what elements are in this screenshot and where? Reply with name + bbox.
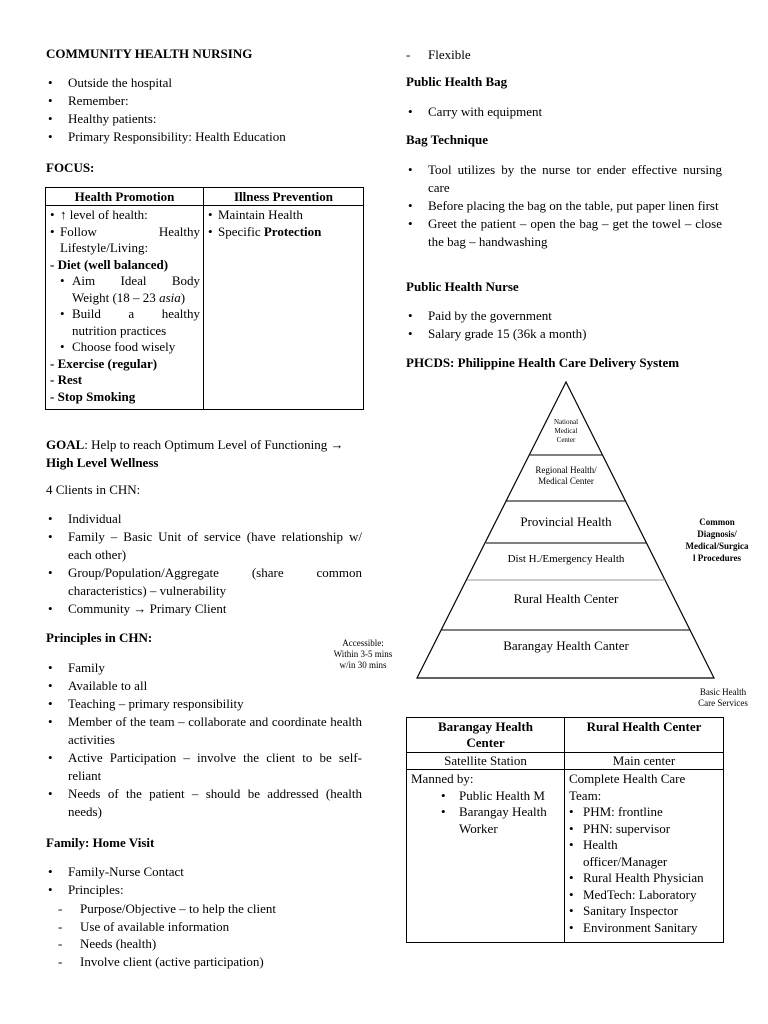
cell-text: Rest [57, 372, 83, 387]
list-item: • Outside the hospital [46, 74, 366, 92]
home-visit-heading: Family: Home Visit [46, 835, 155, 850]
pyramid-tier-district: Dist H./Emergency Health [507, 553, 625, 565]
nurse-heading: Public Health Nurse [406, 279, 519, 294]
cell-text: officer/Manager [583, 853, 668, 869]
cell-text: Lifestyle/Living: [60, 240, 149, 255]
phcds-heading: PHCDS: Philippine Health Care Delivery System [406, 355, 680, 370]
list-item: • Greet the patient – open the bag – get the towel – close the bag – handwashing [406, 215, 722, 251]
cell-text: asia [159, 289, 181, 305]
cell-text: PHN: supervisor [583, 820, 671, 836]
cell-text: Stop Smoking [57, 388, 136, 404]
cell-text: Team: [569, 787, 602, 803]
cell-text: Sanitary Inspector [583, 903, 678, 918]
goal-text: High Level Wellness [46, 455, 159, 470]
basic-services-note: Basic Health Care Services [698, 687, 748, 708]
cell-text: Public Health M [459, 787, 545, 803]
list-item: • Family [46, 659, 362, 677]
cell-text: Specific [218, 223, 264, 239]
cell-text: Manned by: [411, 771, 474, 786]
cell-text: Environment Sanitary [583, 919, 698, 935]
goal-text: : Help to reach Optimum Level of Functioning → [84, 437, 344, 452]
cell-text: Weight (18 – 23 [72, 289, 160, 305]
list-item: • Remember: [46, 92, 366, 110]
cell-text: nutrition practices [72, 322, 167, 338]
cell-text: Worker [459, 820, 498, 836]
cell-text: Choose food wisely [72, 339, 176, 354]
bag-heading: Public Health Bag [406, 74, 508, 89]
column-header: Illness Prevention [233, 189, 334, 204]
cell-text: Complete Health Care [569, 771, 686, 786]
list-item: • Available to all [46, 677, 362, 695]
cell-text: healthy [161, 306, 200, 321]
list-item: • Healthy patients: [46, 110, 366, 128]
barangay-staff-cell: Manned by: • Public Health M • Barangay Health Worker [411, 771, 561, 837]
technique-heading: Bag Technique [406, 132, 489, 147]
column-header: Barangay Health Center [438, 719, 533, 750]
cell-text: MedTech: Laboratory [583, 886, 697, 902]
list-item: • Needs of the patient – should be addressed (health needs) [46, 785, 362, 821]
pyramid-tier-regional: Regional Health/ Medical Center [535, 465, 597, 486]
cell-text: Satellite Station [444, 753, 527, 768]
cell-text: Rural Health Physician [583, 870, 704, 885]
list-item: • Individual [46, 510, 362, 528]
list-item: • Before placing the bag on the table, put paper linen first [406, 197, 722, 215]
cell-text: Main center [612, 753, 676, 768]
cell-text: Build [72, 306, 101, 321]
cell-text: Diet (well balanced) [57, 256, 169, 272]
goal-label: GOAL [46, 437, 85, 452]
list-item: • Carry with equipment [406, 103, 722, 121]
list-item: - Purpose/Objective – to help the client [46, 900, 366, 918]
list-item: - Use of available information [46, 918, 366, 936]
list-item: • Tool utilizes by the nurse tor ender effective nursing care [406, 161, 722, 197]
cell-text: PHM: frontline [583, 804, 663, 819]
bhc-rhc-table [406, 717, 724, 943]
list-item: - Needs (health) [46, 935, 366, 953]
list-item: - Involve client (active participation) [46, 953, 366, 971]
pyramid-tier-rural: Rural Health Center [513, 591, 619, 606]
list-item: • Teaching – primary responsibility [46, 695, 362, 713]
clients-heading: 4 Clients in CHN: [46, 482, 141, 497]
list-item: - Flexible [394, 46, 694, 64]
cell-text: Protection [263, 223, 322, 239]
list-item: • Group/Population/Aggregate (share common characteristics) – vulnerability [46, 564, 362, 600]
list-item: • Community → Primary Client [46, 600, 362, 618]
list-item: • Principles: [46, 881, 362, 899]
list-item: • Salary grade 15 (36k a month) [406, 325, 722, 343]
cell-text: Barangay Health [459, 804, 547, 819]
cell-text: Body [171, 273, 200, 288]
cell-text: Maintain Health [218, 207, 303, 222]
cell-text: Ideal [120, 273, 147, 288]
cell-text: Follow [60, 223, 97, 239]
cell-text: Exercise (regular) [57, 355, 158, 371]
column-header: Health Promotion [74, 189, 175, 204]
side-note-procedures: Common Diagnosis/ Medical/Surgica l Procedures [685, 517, 749, 563]
table-divider [407, 769, 723, 770]
list-item: • Member of the team – collaborate and coordinate health activities [46, 713, 362, 749]
pyramid-tier-provincial: Provincial Health [520, 514, 612, 529]
cell-text: ) [180, 289, 186, 305]
cell-text: ↑ level of health: [60, 207, 148, 222]
cell-text: Health [583, 837, 618, 852]
health-promotion-cell: • ↑ level of health: • Follow Healthy Lifestyle/Living: - Diet (well balanced) • Aim Ideal Body Weight (18 – 23 asia) • Build a healthy nutrition practices • Choose food wisely - Exercise (regular) - Rest - Stop Smoking [50, 207, 200, 404]
cell-text: Healthy [158, 223, 200, 239]
focus-heading: FOCUS: [46, 160, 95, 175]
list-item: • Active Participation – involve the client to be self-reliant [46, 749, 362, 785]
list-item: • Paid by the government [406, 307, 722, 325]
pyramid-tier-national: National Medical Center [553, 418, 579, 444]
pyramid-tier-barangay: Barangay Health Canter [503, 638, 629, 653]
rural-staff-cell: Complete Health Care Team: • PHM: frontline • PHN: supervisor • Health officer/Manager • Rural Health Physician • MedTech: Laboratory • Sanitary Inspector • Environment Sanitary [569, 771, 719, 936]
cell-text: a [128, 306, 135, 321]
page-title: COMMUNITY HEALTH NURSING [46, 46, 253, 61]
cell-text: Aim [72, 273, 96, 288]
accessible-note: Accessible: Within 3-5 mins w/in 30 mins [333, 638, 393, 670]
list-item: • Family – Basic Unit of service (have relationship w/ each other) [46, 528, 362, 564]
illness-prevention-cell: • Maintain Health • Specific Protection [208, 207, 322, 239]
column-header: Rural Health Center [586, 719, 702, 734]
principles-heading: Principles in CHN: [46, 630, 153, 645]
list-item: • Primary Responsibility: Health Education [46, 128, 366, 146]
list-item: • Family-Nurse Contact [46, 863, 362, 881]
